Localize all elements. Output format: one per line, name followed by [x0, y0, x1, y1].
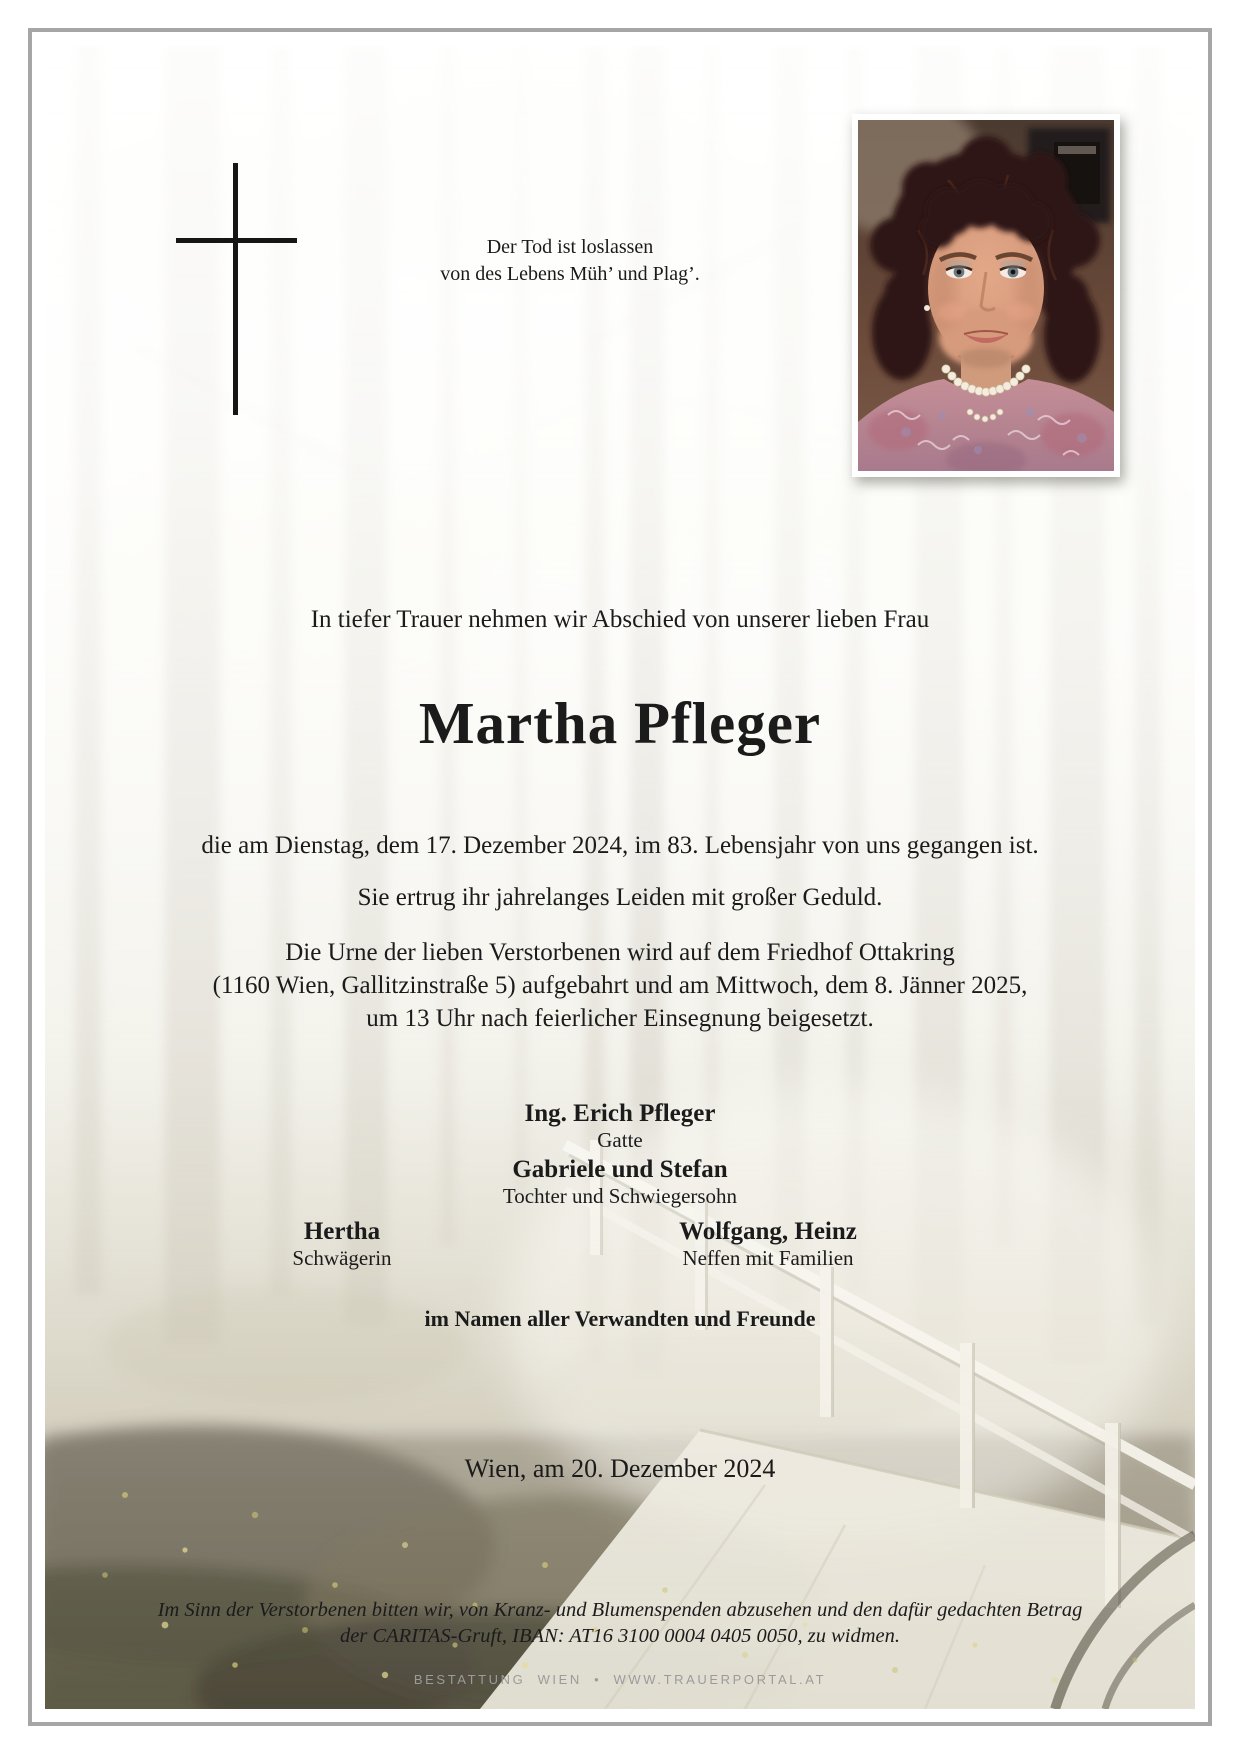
donation-line-2: der CARITAS-Gruft, IBAN: AT16 3100 0004 0405 0050, zu widmen.: [340, 1625, 900, 1647]
funeral-line-3: um 13 Uhr nach feierlicher Einsegnung beigesetzt.: [366, 1005, 874, 1032]
death-line: die am Dienstag, dem 17. Dezember 2024, im 83. Lebensjahr von uns gegangen ist.: [201, 832, 1039, 859]
mourner-relation: Gatte: [597, 1128, 643, 1152]
mourner-relation: Tochter und Schwiegersohn: [502, 1184, 738, 1208]
portrait-photo: [852, 114, 1120, 477]
motto-line-1: Der Tod ist loslassen: [486, 236, 654, 258]
latin-cross-icon: [233, 163, 238, 415]
mourner-name: Wolfgang, Heinz: [679, 1218, 857, 1245]
deceased-name: Martha Pfleger: [418, 690, 822, 756]
donation-line-1: Im Sinn der Verstorbenen bitten wir, von Kranz- und Blumenspenden abzusehen und den dafür gedachten Betrag: [157, 1599, 1083, 1621]
donation-note: [0, 1597, 1240, 1649]
publisher-footer: BESTATTUNG WIEN • WWW.TRAUERPORTAL.AT: [413, 1672, 827, 1687]
mourner-column-left: [232, 1218, 452, 1270]
mourner-name: Gabriele und Stefan: [512, 1156, 728, 1183]
mourners-list: [0, 1100, 1240, 1208]
suffering-line: Sie ertrug ihr jahrelanges Leiden mit großer Geduld.: [357, 884, 883, 911]
motto-line-2: von des Lebens Müh’ und Plag’.: [440, 263, 700, 285]
mourner-name: Ing. Erich Pfleger: [524, 1100, 716, 1127]
mourner-relation: Schwägerin: [292, 1246, 392, 1270]
funeral-line-1: Die Urne der lieben Verstorbenen wird auf dem Friedhof Ottakring: [285, 939, 955, 966]
place-date-line: Wien, am 20. Dezember 2024: [464, 1454, 776, 1483]
closing-line: im Namen aller Verwandten und Freunde: [424, 1306, 816, 1331]
mourner-name: Hertha: [303, 1218, 381, 1245]
mourner-relation: Neffen mit Familien: [682, 1246, 854, 1270]
funeral-details: [0, 936, 1240, 1035]
funeral-line-2: (1160 Wien, Gallitzinstraße 5) aufgebahrt und am Mittwoch, dem 8. Jänner 2025,: [212, 972, 1028, 999]
mourner-column-right: [658, 1218, 878, 1270]
intro-line: In tiefer Trauer nehmen wir Abschied von unserer lieben Frau: [310, 606, 930, 633]
